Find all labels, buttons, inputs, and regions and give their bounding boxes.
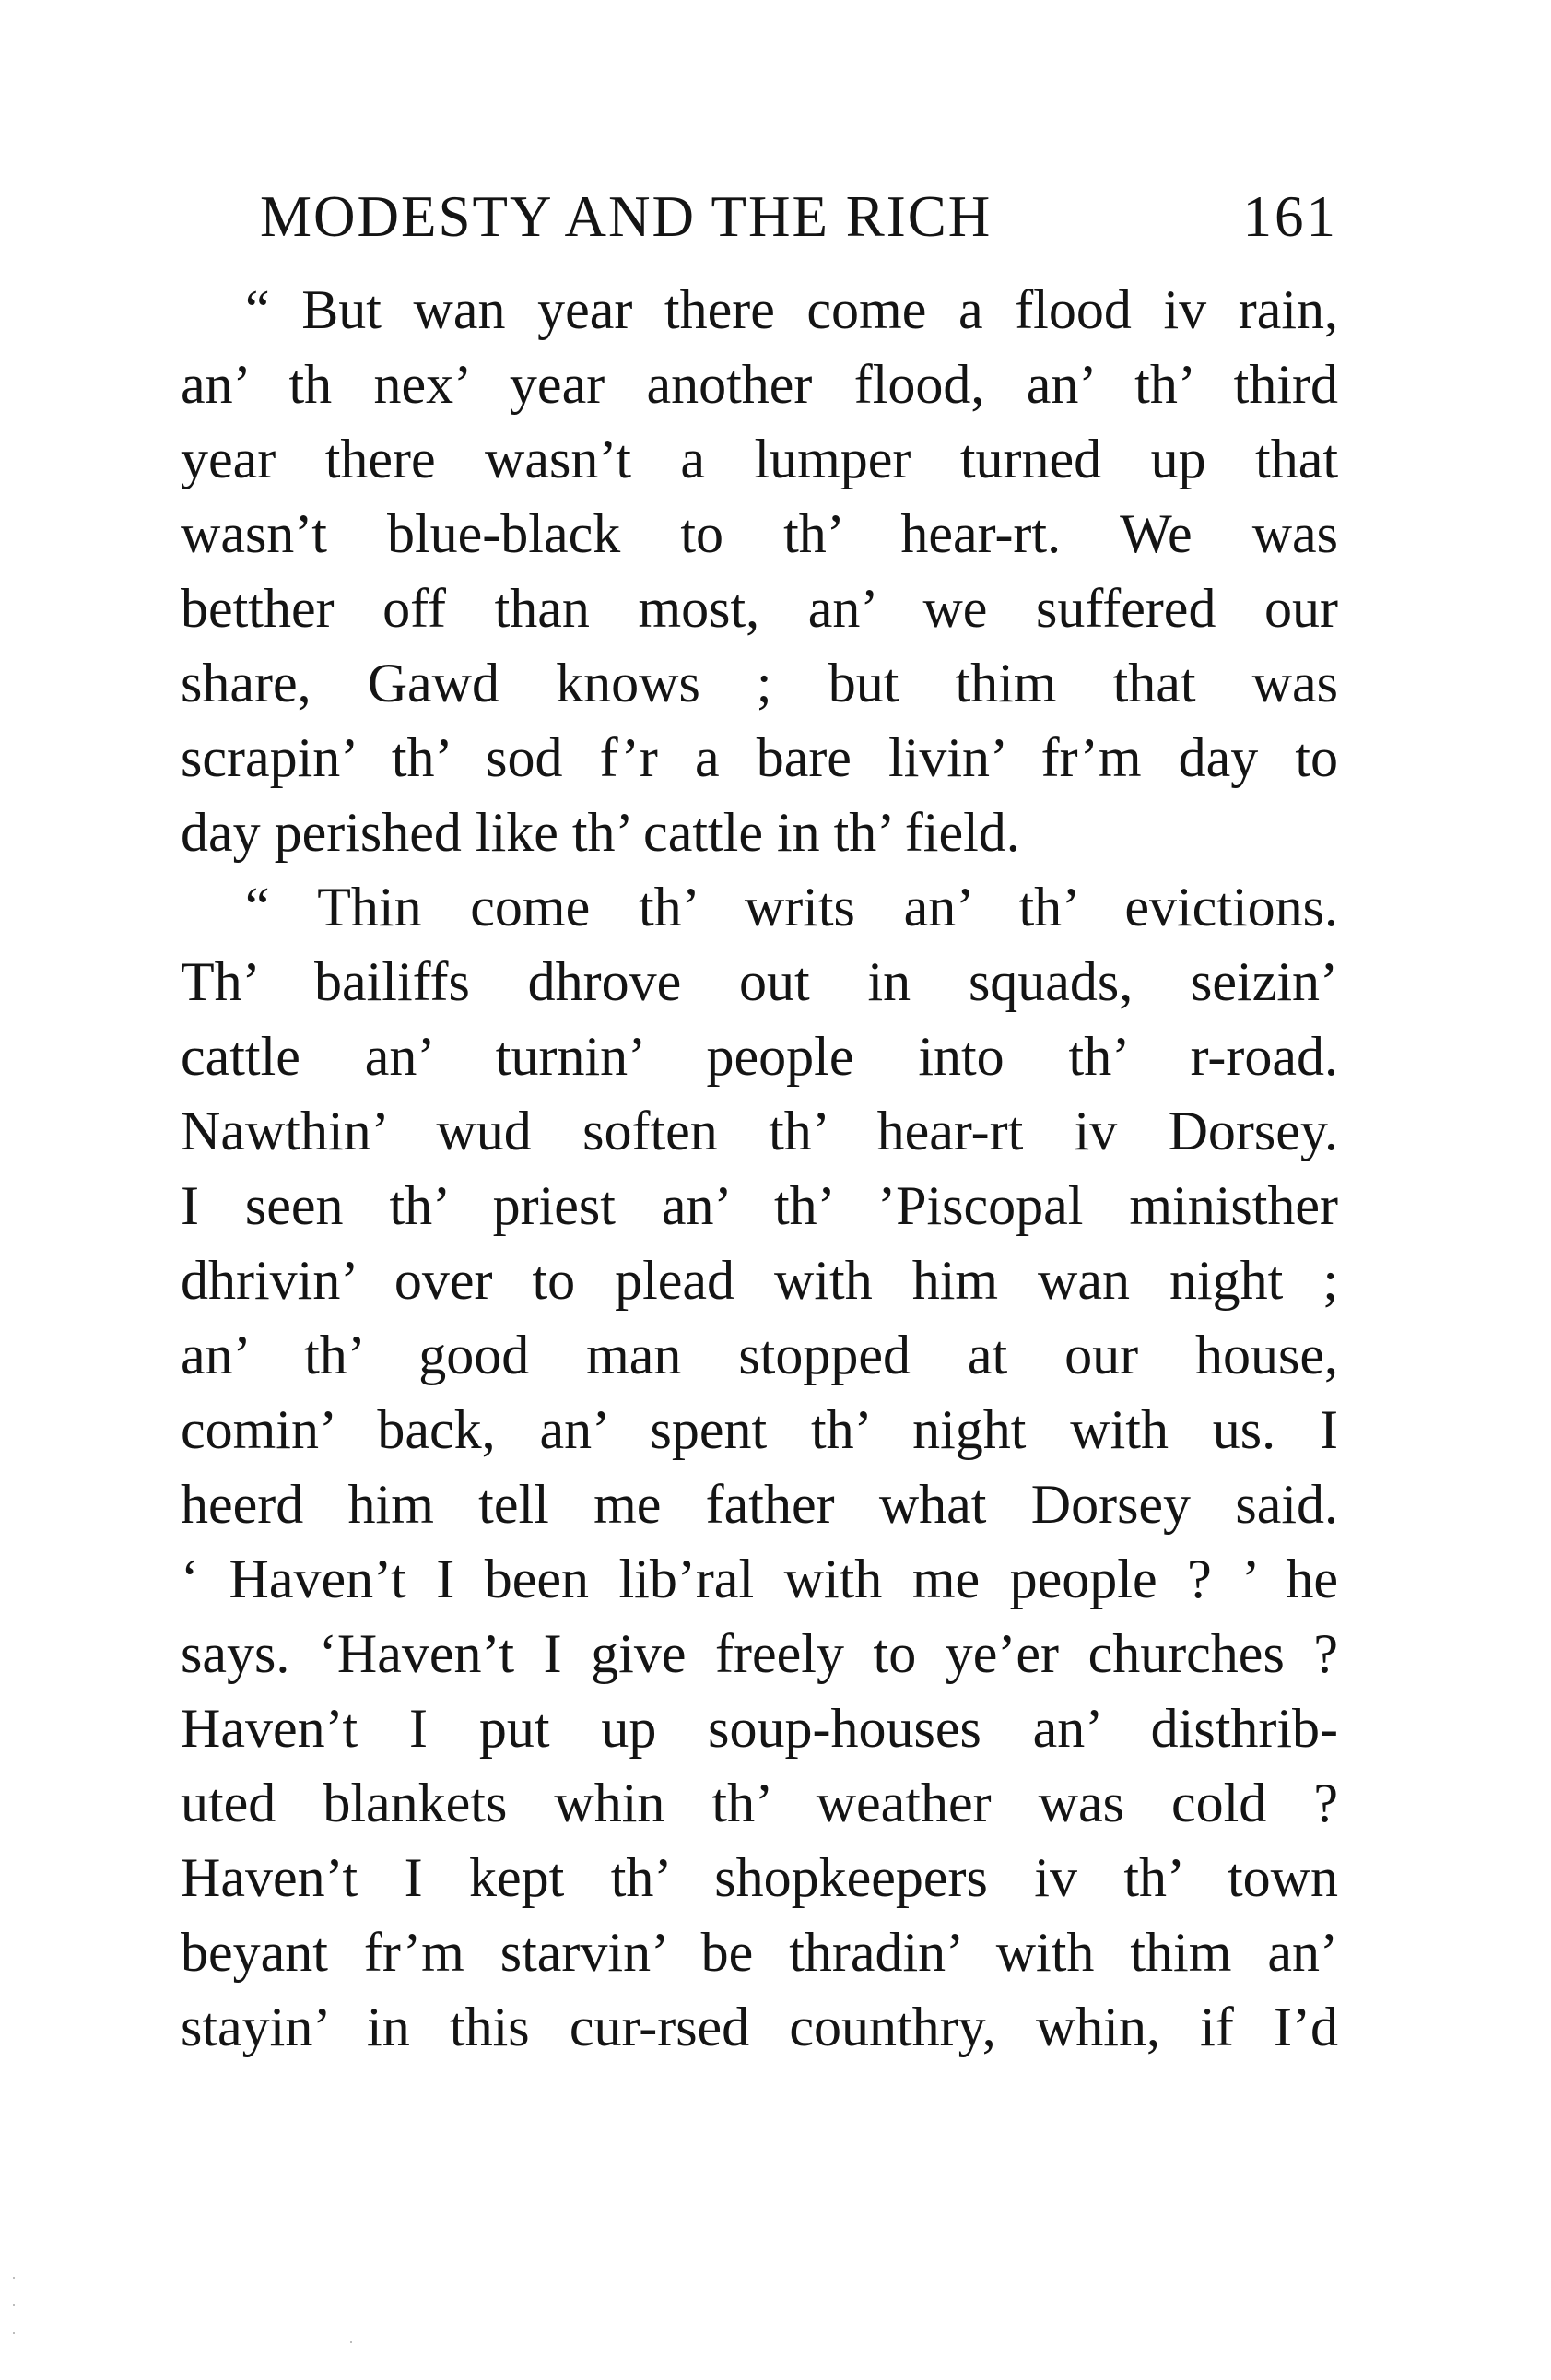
running-header <box>260 175 1338 258</box>
scan-speck <box>13 2304 15 2306</box>
text-line: Haven’t I kept th’ shopkeepers iv th’ town <box>181 1847 1338 1908</box>
scan-speck <box>13 2277 15 2279</box>
text-line: “ Thin come th’ writs an’ th’ evictions. <box>245 877 1338 937</box>
text-line: stayin’ in this cur-rsed counthry, whin, if I’d <box>181 1997 1338 2057</box>
text-line: ‘ Haven’t I been lib’ral with me people ? ’ he <box>181 1549 1338 1609</box>
running-title: MODESTY AND THE RICH <box>260 184 993 249</box>
scan-speck <box>13 2332 15 2334</box>
text-line: Th’ bailiffs dhrove out in squads, seizin’ <box>181 951 1338 1012</box>
text-line: cattle an’ turnin’ people into th’ r-road. <box>181 1026 1338 1087</box>
text-line: I seen th’ priest an’ th’ ’Piscopal ministher <box>181 1175 1338 1236</box>
text-line: an’ th nex’ year another flood, an’ th’ third <box>181 354 1338 415</box>
text-line: betther off than most, an’ we suffered our <box>181 578 1338 639</box>
text-line: an’ th’ good man stopped at our house, <box>181 1325 1338 1385</box>
text-line: wasn’t blue-black to th’ hear-rt. We was <box>181 503 1338 564</box>
text-line: scrapin’ th’ sod f’r a bare livin’ fr’m day to <box>181 727 1338 788</box>
text-line: says. ‘Haven’t I give freely to ye’er churches ? <box>181 1623 1338 1684</box>
text-line: dhrivin’ over to plead with him wan night ; <box>181 1250 1338 1311</box>
text-line: comin’ back, an’ spent th’ night with us. I <box>181 1399 1338 1460</box>
text-line: day perished like th’ cattle in th’ field. <box>181 802 1020 863</box>
text-line: Nawthin’ wud soften th’ hear-rt iv Dorsey. <box>181 1101 1338 1161</box>
scan-speck <box>350 2341 352 2343</box>
text-line: uted blankets whin th’ weather was cold ? <box>181 1773 1338 1833</box>
text-line: beyant fr’m starvin’ be thradin’ with thim an’ <box>181 1922 1338 1983</box>
text-line: share, Gawd knows ; but thim that was <box>181 653 1338 713</box>
text-line: heerd him tell me father what Dorsey said. <box>181 1474 1338 1535</box>
text-line: Haven’t I put up soup-houses an’ disthrib- <box>181 1698 1338 1759</box>
text-line: “ But wan year there come a flood iv rain, <box>245 279 1338 340</box>
text-line: year there wasn’t a lumper turned up that <box>181 429 1338 489</box>
body-text <box>181 273 1338 2065</box>
page-number: 161 <box>1242 184 1338 249</box>
